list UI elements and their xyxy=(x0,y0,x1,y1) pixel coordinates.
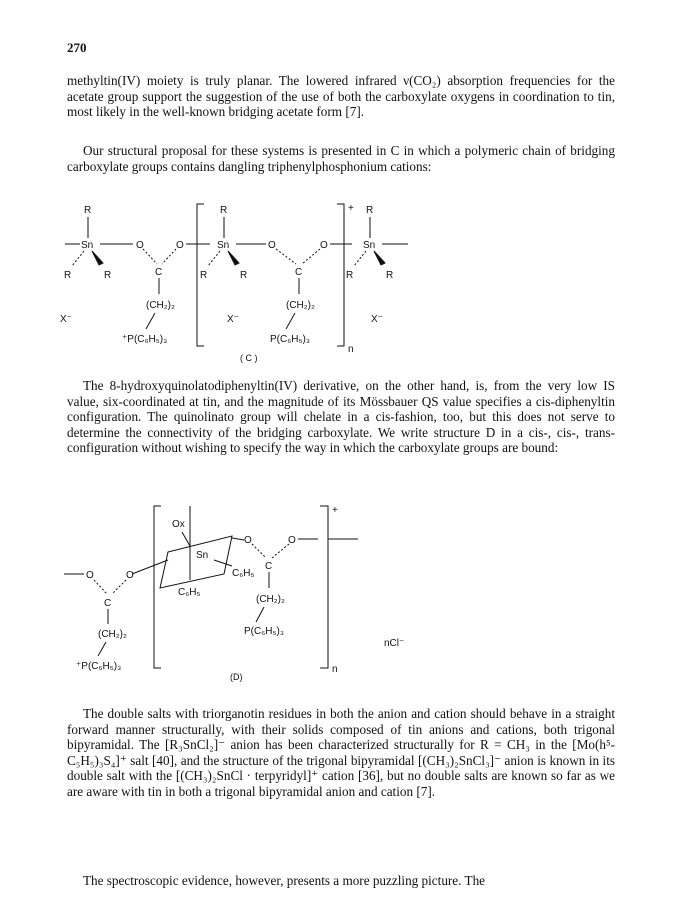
r-label: R xyxy=(386,270,394,281)
r-label: R xyxy=(200,270,208,281)
r-label: R xyxy=(366,205,374,216)
structure-d-figure xyxy=(0,496,676,691)
sn-label: Sn xyxy=(217,240,230,251)
repeat-n: n xyxy=(332,664,338,675)
oxygen-label: O xyxy=(320,240,328,251)
oxygen-label: O xyxy=(268,240,276,251)
sn-label: Sn xyxy=(196,550,209,561)
phenyl-label: C₆H₅ xyxy=(178,587,201,598)
r-label: R xyxy=(346,270,354,281)
carbon-label: C xyxy=(155,267,163,278)
paragraph-5: The spectroscopic evidence, however, presents a more puzzling picture. The xyxy=(83,873,486,888)
structure-c-caption: ( C ) xyxy=(240,353,258,363)
ch2-label: (CH₂)₂ xyxy=(286,300,315,311)
phosphonium-label: ⁺P(C₆H₅)₃ xyxy=(122,334,168,345)
structure-c-figure xyxy=(0,196,676,372)
sn-label: Sn xyxy=(81,240,94,251)
oxygen-label: O xyxy=(136,240,144,251)
oxygen-label: O xyxy=(244,535,252,546)
page-number: 270 xyxy=(67,40,87,55)
paragraph-4: The double salts with triorganotin residues in both the anion and cation should behave in a straight forward manner structurally, with their solids composed of tin anions and cations, both trigonal bipyramidal. The [R₃SnCl₂]⁻ anion has been characterized structurally for R = CH₃ in the [Mo(h⁵-C₅H₅)₃S₄]⁺ salt [40], and the structure of the trigonal bipyramidal [(CH₃)₂SnCl₃]⁻ anion is known in its double salt with the [(CH₃)₂SnCl · terpyridyl]⁺ cation [36], but no double salts are known so far as we are aware with tin in both a trigonal bipyramidal anion and cation [7]. xyxy=(67,706,615,799)
repeat-n: n xyxy=(348,344,354,355)
paragraph-1: methyltin(IV) moiety is truly planar. The lowered infrared ν(CO₂) absorption frequencies for the acetate group support the suggestion of the use of both the carboxylate oxygens in coordination to tin, most likely in the well-known bridging acetate form [7]. xyxy=(67,73,615,119)
plus-sign: + xyxy=(348,203,354,214)
chloride-label: nCl⁻ xyxy=(384,638,405,649)
phenyl-label: C₆H₅ xyxy=(232,568,255,579)
sn-label: Sn xyxy=(363,240,376,251)
phosphonium-label: ⁺P(C₆H₅)₃ xyxy=(76,661,122,672)
phosphine-label: P(C₆H₅)₃ xyxy=(244,626,284,637)
r-label: R xyxy=(64,270,72,281)
anion-label: X⁻ xyxy=(60,314,72,325)
oxygen-label: O xyxy=(288,535,296,546)
paragraph-3: The 8-hydroxyquinolatodiphenyltin(IV) derivative, on the other hand, is, from the very low IS value, six-coordinated at tin, and the magnitude of its Mössbauer QS value specifies a cis-diphenyltin configuration. The quinolinato group will chelate in a cis-fashion, too, but this does not serve to determine the connectivity of the bridging carboxylate. We write structure D in a cis-, cis-, trans-configuration without wishing to specify the way in which the carboxylate groups are bound: xyxy=(67,378,615,455)
carbon-label: C xyxy=(104,598,112,609)
anion-label: X⁻ xyxy=(371,314,383,325)
plus-sign: + xyxy=(332,505,338,516)
ch2-label: (CH₂)₂ xyxy=(98,629,127,640)
structure-d-caption: (D) xyxy=(230,672,243,682)
r-label: R xyxy=(240,270,248,281)
phosphine-label: P(C₆H₅)₃ xyxy=(270,334,310,345)
carbon-label: C xyxy=(265,561,273,572)
anion-label: X⁻ xyxy=(227,314,239,325)
ch2-label: (CH₂)₂ xyxy=(256,594,285,605)
r-label: R xyxy=(84,205,92,216)
carbon-label: C xyxy=(295,267,303,278)
oxygen-label: O xyxy=(86,570,94,581)
ch2-label: (CH₂)₂ xyxy=(146,300,175,311)
r-label: R xyxy=(220,205,228,216)
oxygen-label: O xyxy=(176,240,184,251)
ox-label: Ox xyxy=(172,519,185,530)
oxygen-label: O xyxy=(126,570,134,581)
r-label: R xyxy=(104,270,112,281)
paragraph-2: Our structural proposal for these systems is presented in C in which a polymeric chain of bridging carboxylate groups contains dangling triphenylphosphonium cations: xyxy=(67,143,615,174)
